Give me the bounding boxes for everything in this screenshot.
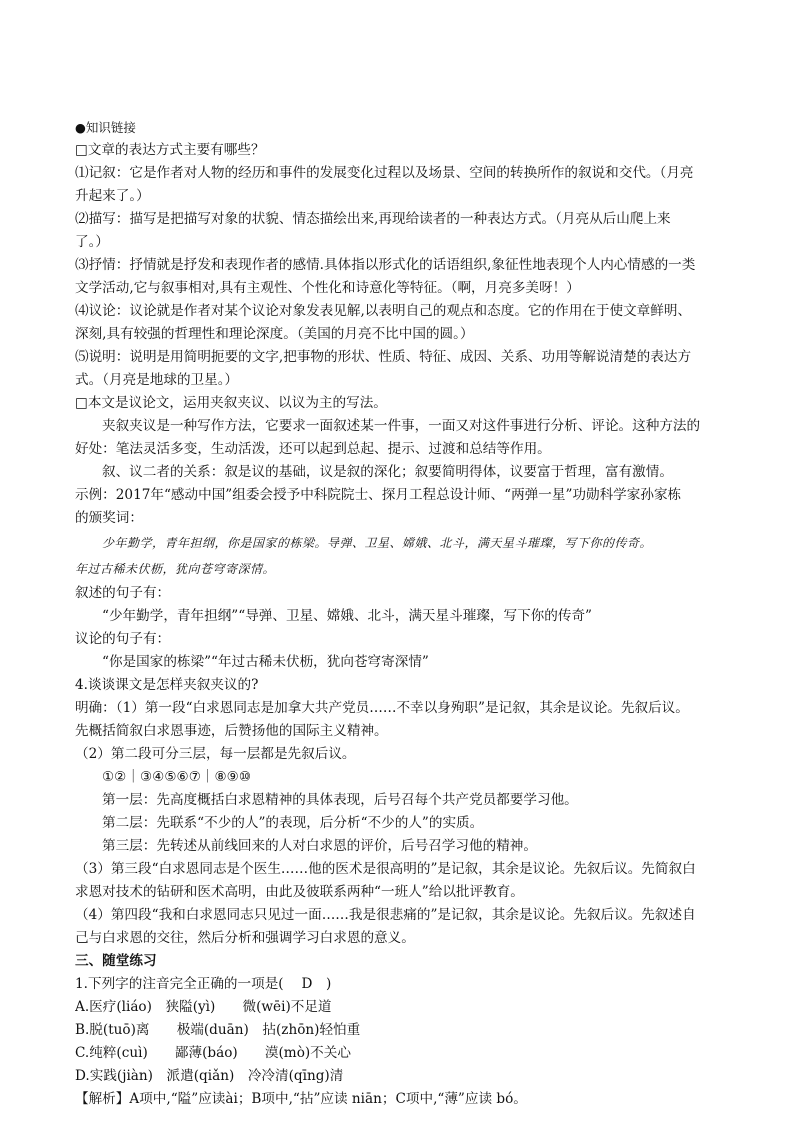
layer-line: 第三层：先转述从前线回来的人对白求恩的评价，后号召学习他的精神。 [102,838,537,854]
method-line: ⑶抒情：抒情就是抒发和表现作者的感情.具体指以形式化的话语组织,象征性地表现个人内心情感的一类 [75,257,696,273]
award-line: 少年勤学，青年担纲，你是国家的栋梁。导弹、卫星、嫦娥、北斗，满天星斗璀璨，写下你的传奇。 [102,536,653,550]
answer-line: 求恩对技术的钻研和医术高明，由此及彼联系两种“一班人”给以批评教育。 [75,884,524,900]
option-d: D.实践(jiàn) 派遣(qiǎn) 冷冷清(qīng)清 [75,1068,344,1084]
method-line: 式。（月亮是地球的卫星。） [75,372,239,388]
option-b: B.脱(tuō)离 极端(duān) 拈(zhōn)轻怕重 [75,1022,361,1038]
practice-title: 三、随堂练习 [75,953,157,969]
analysis: 【解析】A项中,“隘”应读ài；B项中,“拈”应读 niān；C项中,“薄”应读 bó。 [75,1091,527,1107]
explain-line: 好处：笔法灵活多变，生动活泼，还可以起到总起、提示、过渡和总结等作用。 [75,441,551,457]
method-line: ⑵描写：描写是把描写对象的状貌、情态描绘出来,再现给读者的一种表达方式。（月亮从后山爬上来 [75,211,671,227]
method-line: ⑷议论：议论就是作者对某个议论对象发表见解,以表明自己的观点和态度。它的作用在于使文章鲜明、 [75,303,692,319]
option-a: A.医疗(liáo) 狭隘(yì) 微(wēi)不足道 [75,999,332,1015]
method-line: 了。） [75,234,109,250]
narrative-label: 叙述的句子有： [75,585,171,601]
explain-line: 叙、议二者的关系：叙是议的基础，议是叙的深化；叙要简明得体，议要富于哲理，富有激情。 [102,464,673,480]
exercise-question: 1.下列字的注音完全正确的一项是( D ) [75,976,332,992]
layer-line: ①②｜③④⑤⑥⑦｜⑧⑨⑩ [102,769,252,785]
question-4: 4.谈谈课文是怎样夹叙夹议的? [75,677,259,693]
layer-line: 第二层：先联系“不少的人”的表现，后分析“不少的人”的实质。 [102,815,484,831]
argument-label: 议论的句子有： [75,631,171,647]
method-line: ⑴记叙：它是作者对人物的经历和事件的发展变化过程以及场景、空间的转换所作的叙说和交代。（月亮 [75,165,694,181]
section-heading: ●知识链接 [75,120,136,135]
question-expression: □文章的表达方式主要有哪些？ [75,142,265,158]
expression-methods [75,162,735,392]
question-style: □本文是议论文，运用夹叙夹议、以议为主的写法。 [75,395,387,411]
document-page [75,116,735,1111]
argument-text: “你是国家的栋梁”“年过古稀未伏枥，犹向苍穹寄深情” [102,654,429,670]
method-line: ⑸说明：说明是用简明扼要的文字,把事物的形状、性质、特征、成因、关系、功用等解说清楚的表达方 [75,349,692,365]
explain-line: 示例：2017年“感动中国”组委会授予中科院院士、探月工程总设计师、“两弹一星”功勋科学家孙家栋 [75,487,682,503]
answer-line: （3）第三段“白求恩同志是个医生……他的医术是很高明的”是记叙，其余是议论。先叙后议。先简叙白 [75,861,696,877]
explain-line: 的颁奖词： [75,510,143,526]
answer-line: （2）第二段可分三层，每一层都是先叙后议。 [75,746,356,762]
award-line: 年过古稀未伏枥，犹向苍穹寄深情。 [75,562,276,576]
option-c: C.纯粹(cuì) 鄙薄(báo) 漠(mò)不关心 [75,1045,351,1061]
explain-line: 夹叙夹议是一种写作方法，它要求一面叙述某一件事，一面又对这件事进行分析、评论。这种方法的 [102,418,701,434]
narrative-text: “少年勤学，青年担纲”“导弹、卫星、嫦娥、北斗，满天星斗璀璨，写下你的传奇” [102,608,592,624]
answer-line: 先概括简叙白求恩事迹，后赞扬他的国际主义精神。 [75,723,388,739]
answer-line: （4）第四段“我和白求恩同志只见过一面……我是很悲痛的”是记叙，其余是议论。先叙后议。先叙述自 [75,907,696,923]
layer-line: 第一层：先高度概括白求恩精神的具体表现，后号召每个共产党员都要学习他。 [102,792,578,808]
method-line: 深刻,具有较强的哲理性和理论深度。（美国的月亮不比中国的圆。） [75,326,474,342]
method-line: 升起来了。） [75,188,150,204]
method-line: 文学活动,它与叙事相对,具有主观性、个性化和诗意化等特征。（啊，月亮多美呀！） [75,280,580,296]
answer-line: 明确：（1）第一段“白求恩同志是加拿大共产党员……不幸以身殉职”是记叙，其余是议论。先叙后议。 [75,700,689,716]
answer-line: 己与白求恩的交往，然后分析和强调学习白求恩的意义。 [75,930,415,946]
